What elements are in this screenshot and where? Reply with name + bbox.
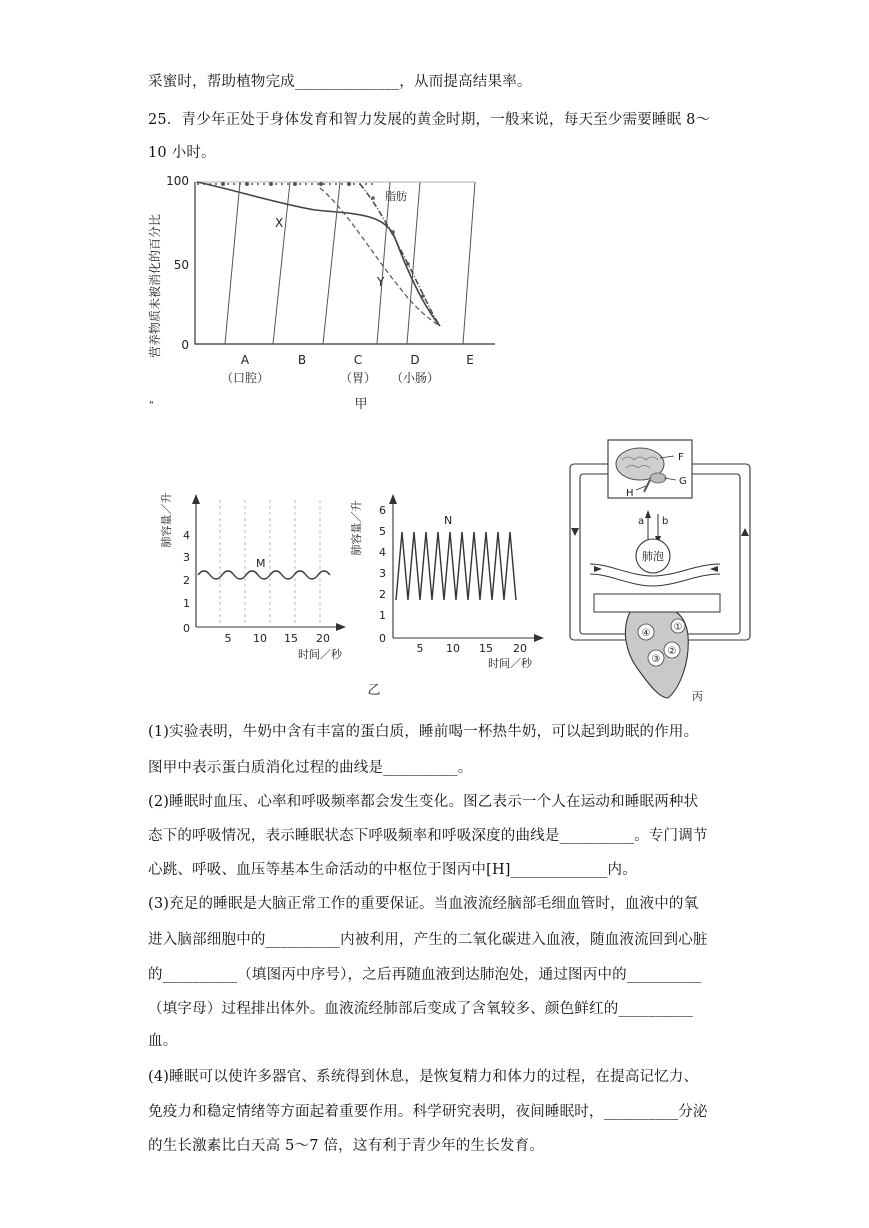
yi-left-xtick: 5: [224, 632, 232, 645]
yi-curve-n: [396, 532, 516, 600]
yi-left-ytick: 0: [183, 622, 190, 635]
heart-chamber-1: ①: [673, 622, 683, 633]
question-2-line: (2)睡眠时血压、心率和呼吸频率都会发生变化。图乙表示一个人在运动和睡眠两种状: [148, 794, 699, 810]
yi-left-xtick: 15: [284, 632, 298, 645]
yi-right-xtick: 10: [446, 642, 460, 655]
jia-section-letter: B: [297, 353, 307, 367]
yi-left-ytick: 3: [183, 551, 190, 564]
yi-left-xtick: 10: [253, 632, 267, 645]
yi-right-ytick: 6: [379, 504, 386, 517]
jia-ytick: 0: [181, 338, 189, 352]
yi-left-ylabel: 肺容量／升: [160, 492, 173, 548]
jia-label-x: X: [275, 216, 284, 230]
question-2-line: 心跳、呼吸、血压等基本生命活动的中枢位于图丙中[H]_____________内。: [148, 862, 637, 878]
jia-section-letter: C: [353, 353, 363, 367]
question-3-line: 的__________（填图丙中序号），之后再随血液到达肺泡处，通过图丙中的__________: [148, 967, 702, 983]
jia-ytick: 50: [173, 258, 189, 272]
question-3-line: （填字母）过程排出体外。血液流经肺部后变成了含氧较多、颜色鲜红的__________: [148, 1001, 693, 1017]
yi-right-xtick: 20: [513, 642, 527, 655]
question-4-line: 免疫力和稳定情绪等方面起着重要作用。科学研究表明，夜间睡眠时，__________分泌: [148, 1104, 708, 1120]
jia-label-fat: 脂肪: [385, 190, 407, 203]
jia-stray-mark: ": [149, 400, 154, 411]
figure-yi-lung-volume: [148, 460, 548, 700]
question-2-line: 态下的呼吸情况，表示睡眠状态下呼吸频率和呼吸深度的曲线是__________。专门调节: [148, 828, 708, 844]
question-3-line: (3)充足的睡眠是大脑正常工作的重要保证。当血液流经脑部毛细血管时，血液中的氧: [148, 896, 699, 912]
yi-left-ytick: 4: [183, 529, 190, 542]
question-1-line: 图甲中表示蛋白质消化过程的曲线是__________。: [148, 760, 473, 776]
jia-organ-label: （小肠）: [390, 371, 440, 385]
alveolus-label: 肺泡: [642, 550, 664, 563]
jia-ytick: 100: [166, 174, 189, 188]
yi-left-ytick: 2: [183, 574, 190, 587]
yi-left-xlabel: 时间／秒: [298, 648, 342, 661]
yi-right-xlabel: 时间／秒: [488, 657, 532, 670]
yi-left-graph: [159, 493, 346, 662]
yi-right-ytick: 3: [379, 567, 386, 580]
yi-left-ytick: 1: [183, 597, 190, 610]
jia-section-dividers: [225, 182, 475, 344]
jia-label-y: Y: [377, 275, 385, 289]
brain-label-h: H: [626, 488, 634, 499]
question-3-line: 血。: [148, 1033, 178, 1049]
question-4-line: 的生长激素比白天高 5～7 倍，这有利于青少年的生长发育。: [148, 1138, 544, 1154]
figure-jia-digestion-chart: [145, 168, 495, 418]
question-3-line: 进入脑部细胞中的__________内被利用，产生的二氧化碳进入血液，随血液流回到心脏: [148, 932, 708, 948]
yi-right-ytick: 1: [379, 609, 386, 622]
jia-curve-fat: [360, 184, 440, 326]
yi-right-ytick: 2: [379, 588, 386, 601]
yi-right-ytick: 5: [379, 525, 386, 538]
gas-label-a: a: [638, 516, 645, 527]
brain-label-f: F: [678, 452, 684, 463]
figure-caption-yi: 乙: [367, 683, 381, 698]
heart-chamber-3: ③: [651, 654, 661, 665]
figure-bing-circulation: [560, 436, 760, 702]
question-1-line: (1)实验表明，牛奶中含有丰富的蛋白质，睡前喝一杯热牛奶，可以起到助眠的作用。: [148, 724, 699, 740]
yi-right-ylabel: 肺容量／升: [350, 500, 363, 556]
heart-chamber-2: ②: [667, 646, 677, 657]
jia-section-letter: E: [466, 353, 474, 367]
gas-label-b: b: [662, 516, 669, 527]
question-4-line: (4)睡眠可以使许多器官、系统得到休息，是恢复精力和体力的过程，在提高记忆力、: [148, 1069, 699, 1085]
yi-right-ytick: 0: [379, 632, 386, 645]
figure-caption-jia: 甲: [354, 397, 368, 412]
jia-section-letter: D: [410, 353, 420, 367]
yi-left-xtick: 20: [316, 632, 330, 645]
text-line: 采蜜时，帮助植物完成______________，从而提高结果率。: [148, 74, 532, 90]
heart-chamber-4: ④: [641, 628, 651, 639]
text-line: 10 小时。: [148, 145, 216, 161]
brain-label-g: G: [679, 476, 687, 487]
yi-curve-m: [198, 571, 330, 579]
yi-right-xtick: 5: [416, 642, 424, 655]
yi-right-graph: [349, 494, 544, 670]
jia-ylabel: 营养物质未被消化的百分比: [148, 213, 162, 359]
yi-right-xtick: 15: [479, 642, 493, 655]
yi-label-n: N: [444, 514, 453, 527]
question-25-stem: 25．青少年正处于身体发育和智力发展的黄金时期，一般来说，每天至少需要睡眠 8～: [148, 112, 711, 128]
yi-right-ytick: 4: [379, 546, 386, 559]
jia-organ-label: （胃）: [339, 371, 377, 385]
jia-organ-label: （口腔）: [220, 371, 270, 385]
yi-label-m: M: [256, 557, 266, 570]
figure-caption-bing: 丙: [692, 690, 703, 702]
jia-section-letter: A: [240, 353, 250, 367]
